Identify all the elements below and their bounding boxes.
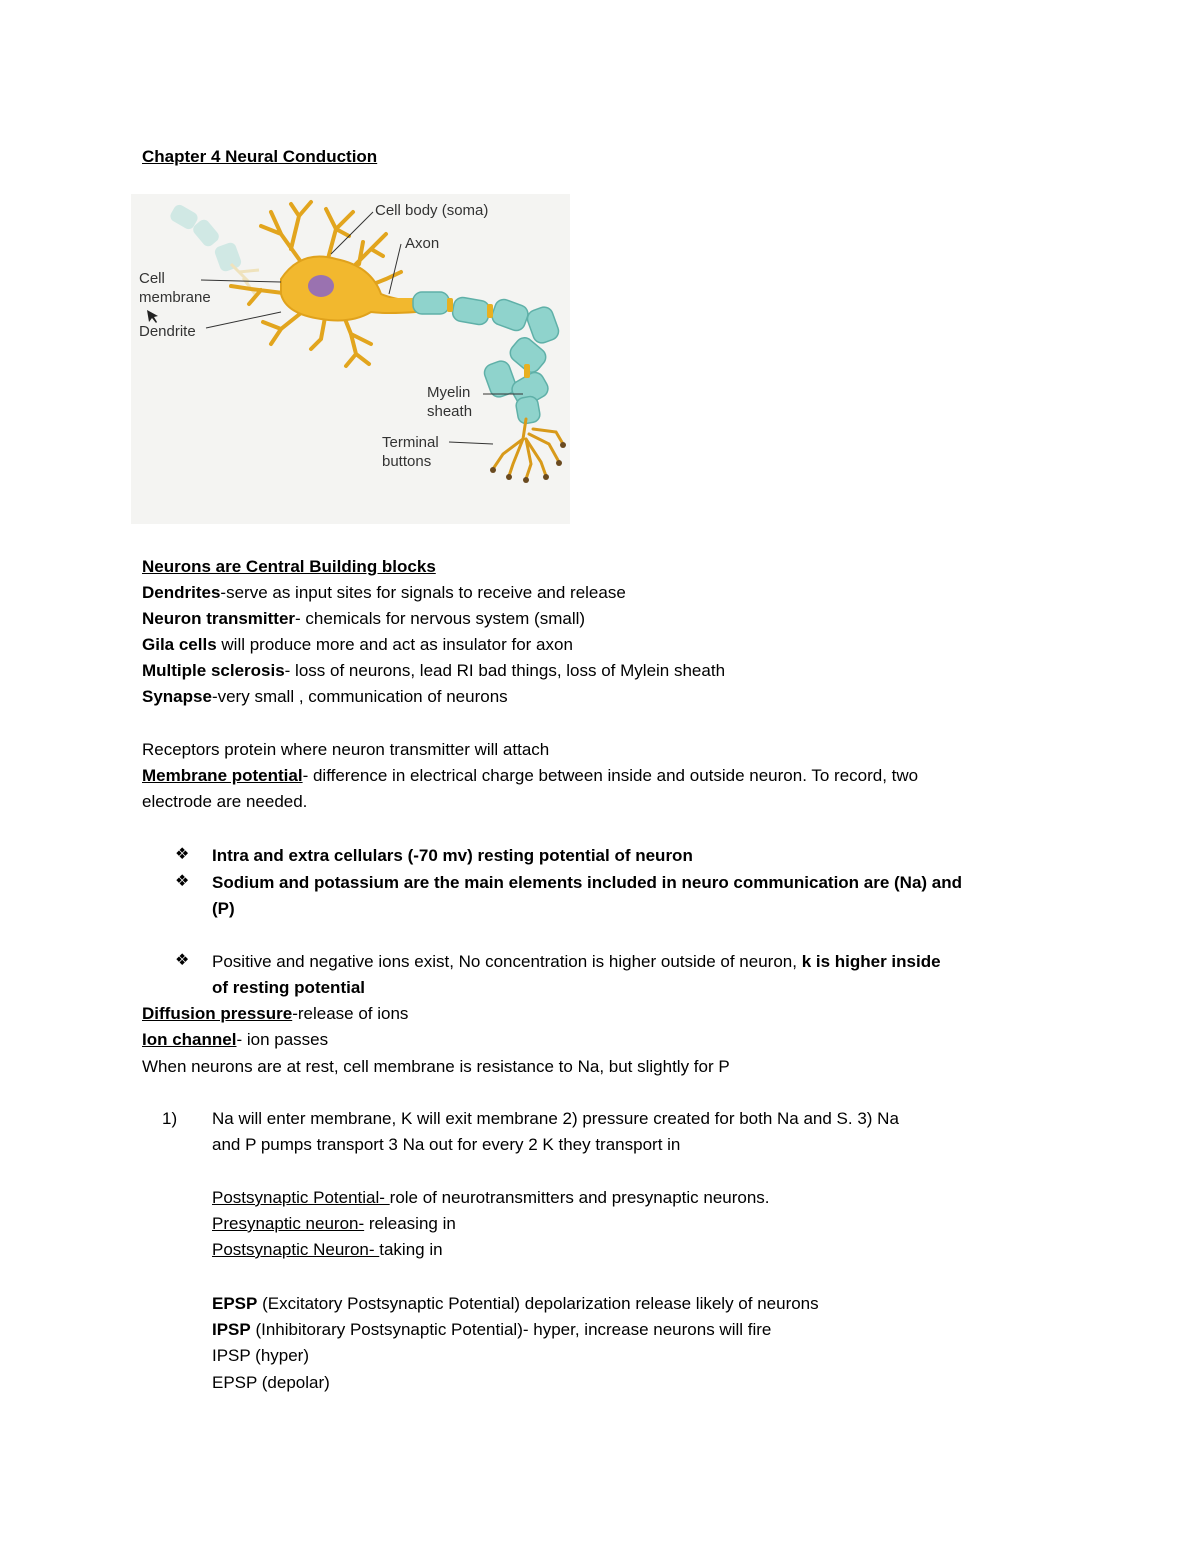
diamond-bullet-icon: ❖ <box>175 952 190 969</box>
presynaptic-neuron-line: Presynaptic neuron- releasing in <box>212 1214 456 1233</box>
list-number: 1) <box>162 1109 178 1128</box>
diamond-bullet-icon: ❖ <box>175 873 190 890</box>
label-cell-body: Cell body (soma) <box>375 202 489 219</box>
label-terminal-2: buttons <box>382 453 432 470</box>
label-terminal-1: Terminal <box>382 434 439 451</box>
numbered-text-cont: and P pumps transport 3 Na out for every 2 K they transport in <box>212 1135 681 1154</box>
bullet-text: Intra and extra cellulars (-70 mv) resting potential of neuron <box>212 846 693 865</box>
rest-line: When neurons are at rest, cell membrane is resistance to Na, but slightly for P <box>142 1057 730 1076</box>
page-title: Chapter 4 Neural Conduction <box>142 147 378 166</box>
neuron-illustration <box>131 194 570 524</box>
epsp-line: EPSP (Excitatory Postsynaptic Potential) depolarization release likely of neurons <box>212 1294 819 1313</box>
nucleus <box>308 275 334 297</box>
bullet-text-cont: (P) <box>212 899 235 918</box>
diffusion-line: Diffusion pressure-release of ions <box>142 1004 409 1023</box>
list-item: Synapse-very small , communication of neurons <box>142 687 508 706</box>
postsynaptic-potential-line: Postsynaptic Potential- role of neurotransmitters and presynaptic neurons. <box>212 1188 770 1207</box>
list-item: Gila cells will produce more and act as insulator for axon <box>142 635 573 654</box>
neuron-diagram <box>131 194 570 524</box>
diamond-bullet-icon: ❖ <box>175 846 190 863</box>
list-item: Dendrites-serve as input sites for signals to receive and release <box>142 583 626 602</box>
list-item: Neuron transmitter- chemicals for nervous system (small) <box>142 609 586 628</box>
receptors-text: Receptors protein where neuron transmitter will attach <box>142 740 550 759</box>
numbered-text: Na will enter membrane, K will exit membrane 2) pressure created for both Na and S. 3) Na <box>212 1109 899 1128</box>
epsp-depolar-line: EPSP (depolar) <box>212 1373 330 1392</box>
postsynaptic-neuron-line: Postsynaptic Neuron- taking in <box>212 1240 443 1259</box>
label-axon: Axon <box>405 235 440 252</box>
label-cell-membrane-1: Cell <box>139 270 165 287</box>
ion-line: Ion channel- ion passes <box>142 1030 329 1049</box>
ipsp-hyper-line: IPSP (hyper) <box>212 1346 310 1365</box>
bullet-text: Positive and negative ions exist, No concentration is higher outside of neuron, k is higher inside <box>212 952 941 971</box>
label-dendrite: Dendrite <box>139 323 196 340</box>
membrane-line-2: electrode are needed. <box>142 792 308 811</box>
label-myelin-1: Myelin <box>427 384 471 401</box>
label-cell-membrane-2: membrane <box>139 289 211 306</box>
label-myelin-2: sheath <box>427 403 473 420</box>
list-item: Multiple sclerosis- loss of neurons, lead RI bad things, loss of Mylein sheath <box>142 661 726 680</box>
section-heading: Neurons are Central Building blocks <box>142 557 436 576</box>
ipsp-line: IPSP (Inhibitorary Postsynaptic Potential)- hyper, increase neurons will fire <box>212 1320 772 1339</box>
bullet-text: Sodium and potassium are the main elements included in neuro communication are (Na) and <box>212 873 963 892</box>
membrane-line: Membrane potential- difference in electrical charge between inside and outside neuron. To record, two <box>142 766 919 785</box>
bullet-text-cont: of resting potential <box>212 978 365 997</box>
